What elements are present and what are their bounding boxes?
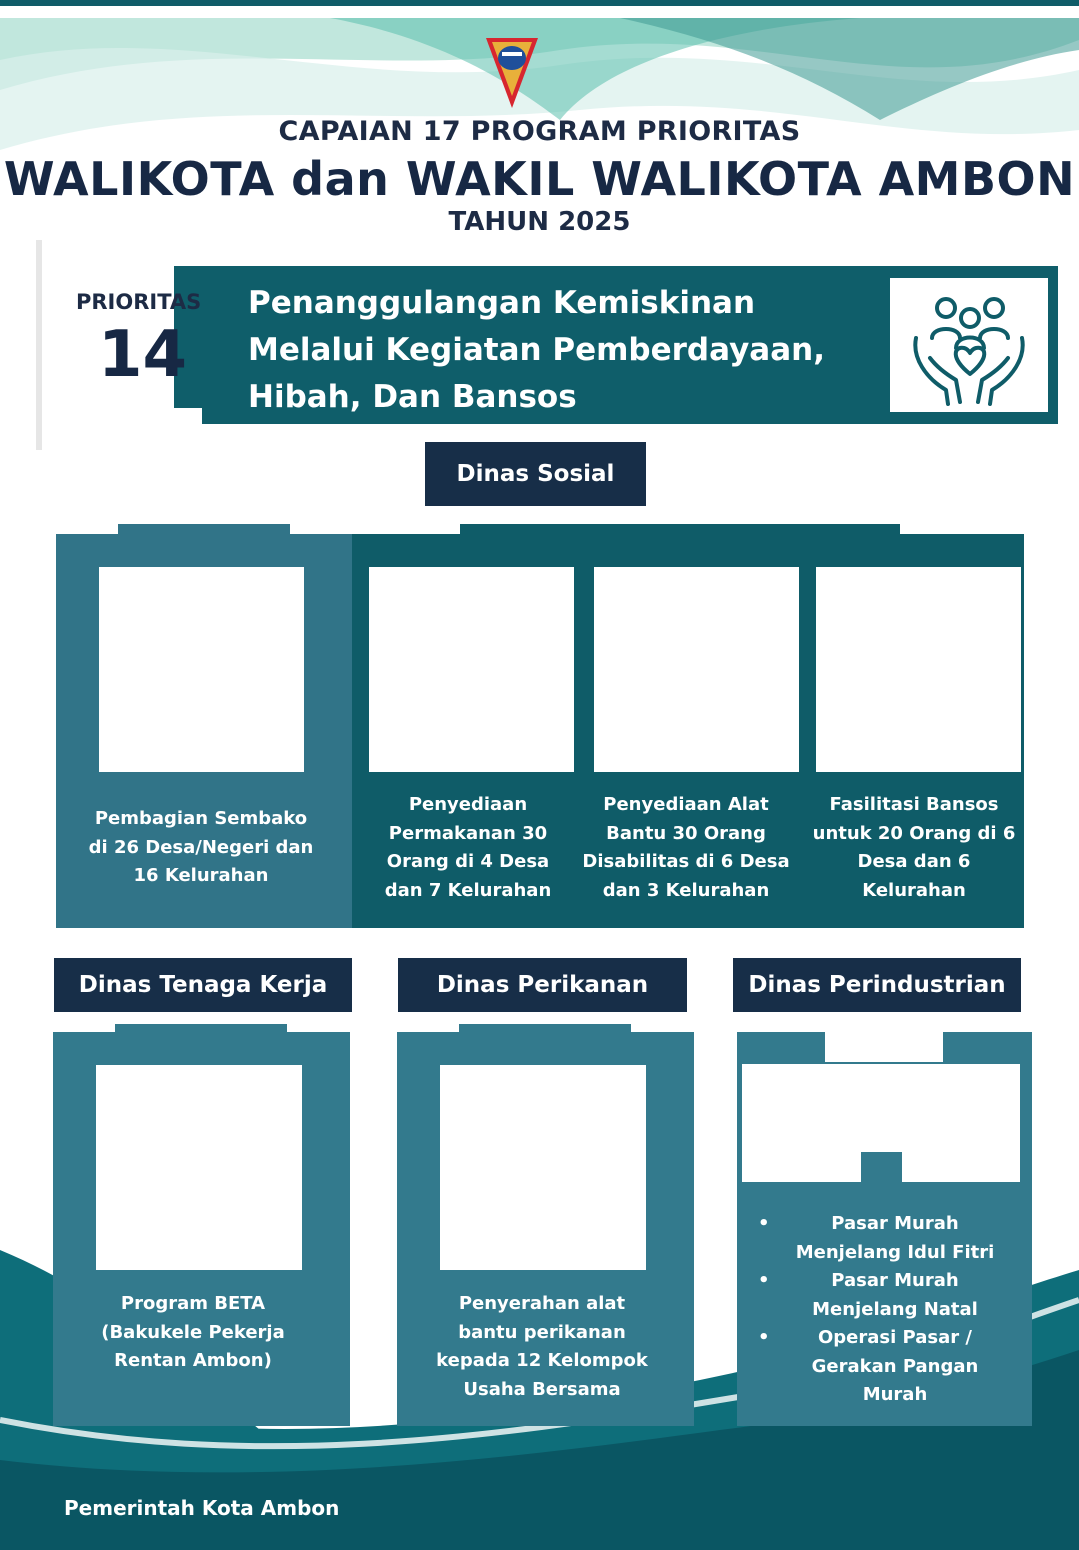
- caption-line: Penyediaan Alat: [603, 794, 769, 815]
- photo-permakanan: [369, 567, 574, 772]
- caption-sembako: [76, 805, 326, 891]
- caption-program-beta: [70, 1290, 316, 1376]
- dept-tab-tenaga-kerja: Dinas Tenaga Kerja: [54, 958, 352, 1012]
- caption-line: (Bakukele Pekerja: [101, 1321, 285, 1343]
- bullet-dot: •: [758, 1327, 770, 1348]
- photo-bansos: [816, 567, 1021, 772]
- photo-divider: [861, 1152, 902, 1182]
- priority-number: 14: [98, 318, 188, 392]
- photo-sembako: [99, 567, 304, 772]
- caption-line: Bantu 30 Orang: [606, 822, 766, 844]
- caption-bansos: [806, 791, 1022, 905]
- bullet-dot: •: [758, 1270, 770, 1291]
- bullet-line: Pasar Murah: [831, 1270, 959, 1291]
- priority-title-line: Melalui Kegiatan Pemberdayaan,: [248, 332, 825, 368]
- caption-line: kepada 12 Kelompok: [436, 1350, 648, 1371]
- caption-permakanan: [362, 791, 574, 905]
- panel-notch: [825, 1032, 943, 1062]
- dept-tab-perikanan: Dinas Perikanan: [398, 958, 687, 1012]
- bullet-item: [758, 1210, 1000, 1267]
- bullet-line: Pasar Murah: [831, 1213, 959, 1234]
- priority-title: [248, 280, 868, 421]
- priority-title-line: Penanggulangan Kemiskinan: [248, 285, 756, 321]
- caption-line: Disabilitas di 6 Desa: [582, 851, 790, 872]
- header-title: WALIKOTA dan WAKIL WALIKOTA AMBON: [3, 152, 1076, 206]
- bullet-item: [758, 1324, 1000, 1410]
- photo-program-beta: [96, 1065, 302, 1270]
- perindustrian-bullet-list: [758, 1210, 1000, 1410]
- caption-line: Permakanan 30: [388, 822, 548, 844]
- priority-banner-notch: [174, 408, 202, 424]
- photo-alat-bantu: [594, 567, 799, 772]
- caption-line: Usaha Bersama: [463, 1378, 621, 1400]
- bullet-dot: •: [758, 1213, 770, 1234]
- bullet-line: Menjelang Idul Fitri: [795, 1241, 995, 1263]
- caption-line: Orang di 4 Desa: [386, 851, 550, 872]
- bullet-line: Menjelang Natal: [812, 1298, 978, 1320]
- header-subtitle: CAPAIAN 17 PROGRAM PRIORITAS: [278, 116, 801, 147]
- dept-tab-dinas-sosial: Dinas Sosial: [425, 442, 646, 506]
- caption-alat-perikanan: [418, 1290, 666, 1404]
- caption-alat-bantu: [576, 791, 796, 905]
- caption-line: dan 7 Kelurahan: [384, 879, 552, 901]
- bullet-line: Operasi Pasar /: [817, 1327, 972, 1348]
- caption-line: Program BETA: [120, 1293, 266, 1314]
- caption-line: Kelurahan: [862, 879, 966, 901]
- caption-line: Penyerahan alat: [458, 1293, 626, 1314]
- bullet-item: [758, 1267, 1000, 1324]
- bullet-line: Murah: [862, 1384, 928, 1405]
- photo-alat-perikanan: [440, 1065, 646, 1270]
- priority-title-line: Hibah, Dan Bansos: [248, 379, 577, 415]
- caption-line: untuk 20 Orang di 6: [812, 822, 1016, 844]
- header-year: TAHUN 2025: [448, 207, 631, 237]
- people-care-hands-icon: [890, 278, 1048, 412]
- bullet-line: Gerakan Pangan: [811, 1355, 979, 1377]
- caption-line: Desa dan 6: [857, 851, 971, 872]
- footer-text: Pemerintah Kota Ambon: [64, 1496, 340, 1520]
- caption-line: bantu perikanan: [458, 1321, 626, 1343]
- dept-tab-perindustrian: Dinas Perindustrian: [733, 958, 1021, 1012]
- caption-line: 16 Kelurahan: [133, 865, 269, 886]
- caption-line: di 26 Desa/Negeri dan: [88, 836, 314, 858]
- priority-icon-box: [890, 278, 1048, 412]
- caption-line: Rentan Ambon): [114, 1350, 272, 1371]
- caption-line: Penyediaan: [408, 794, 528, 815]
- caption-line: Pembagian Sembako: [94, 808, 308, 829]
- caption-line: Fasilitasi Bansos: [829, 794, 999, 815]
- priority-label: PRIORITAS: [76, 290, 202, 314]
- city-emblem-icon: [482, 30, 542, 110]
- caption-line: dan 3 Kelurahan: [602, 879, 770, 901]
